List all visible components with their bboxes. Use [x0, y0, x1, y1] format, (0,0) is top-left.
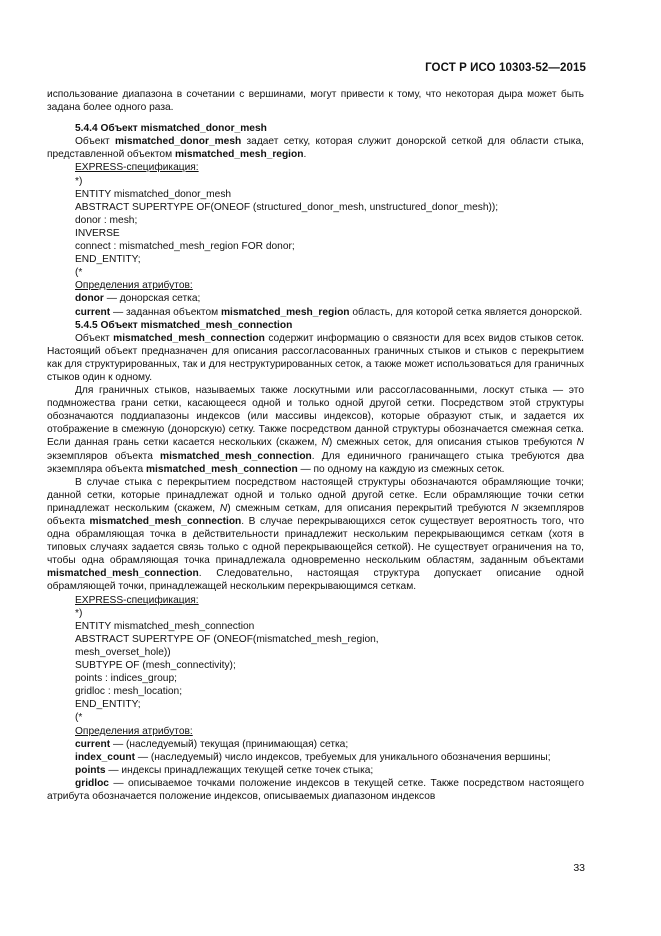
text-run: *): [75, 175, 83, 187]
paragraph: [47, 122, 584, 135]
paragraph: [47, 751, 584, 764]
text-run: EXPRESS-спецификация:: [75, 594, 199, 606]
text-run: donor : mesh;: [75, 214, 138, 226]
paragraph: [47, 711, 584, 724]
text-run: ENTITY mismatched_mesh_connection: [75, 620, 255, 632]
text-run: содержит информацию о связности для всех видов стыков сеток. Настоящий объект предназначен для описания рассогласованных граничных стыков и стыков с перекрытием как для структурированных, так и для неструктурированных сеток, а также может использоваться для граничных стыков один к одному.: [47, 332, 584, 383]
bold-term: points: [75, 764, 106, 776]
paragraph: [47, 201, 584, 214]
paragraph: [47, 725, 584, 738]
text-run: INVERSE: [75, 227, 120, 239]
text-run: Определения атрибутов:: [75, 280, 193, 292]
paragraph: [47, 659, 584, 672]
text-run: — индексы принадлежащих текущей сетке точек стыка;: [105, 764, 374, 776]
paragraph: [47, 384, 584, 476]
bold-term: current: [75, 738, 111, 750]
paragraph: [47, 306, 584, 319]
bold-term: mismatched_mesh_connection: [145, 463, 298, 475]
paragraph: [47, 476, 584, 594]
document-body: [47, 88, 584, 803]
paragraph: [47, 279, 584, 292]
text-run: ) смежным сеткам, для описания перекрытий требуются: [227, 502, 512, 514]
bold-term: current: [75, 306, 111, 318]
text-run: .: [303, 149, 307, 161]
page-number: 33: [573, 862, 585, 874]
paragraph: [47, 240, 584, 253]
bold-term: mismatched_mesh_region: [174, 149, 304, 161]
text-run: SUBTYPE OF (mesh_connectivity);: [75, 660, 236, 672]
paragraph: [47, 738, 584, 751]
text-run: экземпляров объекта: [47, 502, 584, 527]
paragraph: [47, 685, 584, 698]
text-run: (*: [75, 267, 83, 279]
text-run: ) смежных сеток, для описания стыков требуются: [328, 437, 577, 449]
text-run: (*: [75, 712, 83, 724]
paragraph: [47, 633, 584, 646]
text-run: gridloc : mesh_location;: [75, 686, 183, 698]
text-run: points : indices_group;: [75, 673, 177, 685]
paragraph: [47, 332, 584, 384]
paragraph: [47, 161, 584, 174]
text-run: использование диапазона в сочетании с вершинами, могут привести к тому, что некоторая дыра может быть задана более одного раза.: [47, 89, 584, 114]
paragraph: [47, 607, 584, 620]
text-run: — донорская сетка;: [103, 293, 201, 305]
text-run: Определения атрибутов:: [75, 725, 193, 737]
text-run: N: [219, 502, 228, 514]
document-header: ГОСТ Р ИСО 10303-52—2015: [425, 62, 586, 74]
text-run: — заданная объектом: [110, 306, 221, 318]
text-run: EXPRESS-спецификация:: [75, 162, 199, 174]
text-run: Объект: [75, 136, 115, 148]
text-run: экземпляров объекта: [47, 450, 161, 462]
paragraph: [47, 175, 584, 188]
text-run: — по одному на каждую из смежных сеток.: [297, 463, 505, 475]
text-run: mesh_overset_hole)): [75, 646, 171, 658]
paragraph: [47, 188, 584, 201]
paragraph: [47, 292, 584, 305]
text-run: . Для единичного граничащего стыка требуются два экземпляра объекта: [47, 450, 584, 475]
bold-term: mismatched_mesh_region: [221, 306, 350, 318]
text-run: END_ENTITY;: [75, 254, 141, 266]
paragraph: [47, 253, 584, 266]
bold-term: donor: [75, 293, 104, 305]
text-run: Для граничных стыков, называемых также лоскутными или рассогласованными, лоскут стыка — это подмножества грани сетки, касающееся одной и только одной другой сетки. Посредством этой структуры обозначаются поддиапазоны индексов (или массивы индексов), которые образуют стык, и задается их отображение в смежную (донорскую) сетку. Также посредством данной структуры обозначается смежная сетка. Если данная грань сетки касается нескольких (скажем,: [47, 385, 584, 449]
text-run: ABSTRACT SUPERTYPE OF(ONEOF (structured_donor_mesh, unstructured_donor_mesh));: [75, 201, 499, 213]
text-run: — описываемое точками положение индексов в текущей сетке. Также посредством настоящего атрибута обозначается положение индексов, описываемых диапазоном индексов: [47, 777, 584, 802]
text-run: N: [576, 437, 584, 449]
paragraph: [47, 266, 584, 279]
paragraph: [47, 620, 584, 633]
paragraph: [47, 214, 584, 227]
bold-term: mismatched_mesh_connection: [47, 568, 199, 580]
text-run: В случае стыка с перекрытием посредством настоящей структуры обозначаются обрамляющие точки; данной сетки, которые принадлежат одной и только одной другой сетке. Если обрамляющие точки сетки принадлежат нескольким (скажем,: [47, 476, 584, 514]
text-run: ABSTRACT SUPERTYPE OF (ONEOF(mismatched_mesh_region,: [75, 633, 379, 645]
text-run: connect : mismatched_mesh_region FOR donor;: [75, 241, 295, 253]
paragraph: [47, 777, 584, 803]
paragraph: [47, 88, 584, 114]
bold-term: index_count: [75, 751, 136, 763]
paragraph: [47, 227, 584, 240]
text-run: N: [321, 437, 329, 449]
text-run: END_ENTITY;: [75, 699, 141, 711]
text-run: Объект: [75, 332, 114, 344]
bold-term: mismatched_mesh_connection: [160, 450, 312, 462]
paragraph: [47, 672, 584, 685]
bold-term: 5.4.4 Объект mismatched_donor_mesh: [75, 123, 267, 135]
text-run: ENTITY mismatched_donor_mesh: [75, 188, 232, 200]
text-run: *): [75, 607, 83, 619]
text-run: задает сетку, которая служит донорской сеткой для области стыка, представленной объектом: [47, 136, 584, 161]
text-run: — (наследуемый) текущая (принимающая) сетка;: [110, 738, 349, 750]
paragraph: [47, 698, 584, 711]
paragraph: [47, 646, 584, 659]
bold-term: 5.4.5 Объект mismatched_mesh_connection: [75, 319, 293, 331]
bold-term: mismatched_mesh_connection: [89, 516, 242, 527]
bold-term: mismatched_donor_mesh: [114, 136, 242, 148]
text-run: область, для которой сетка является донорской.: [349, 306, 583, 318]
paragraph: [47, 135, 584, 161]
text-run: — (наследуемый) число индексов, требуемых для уникального обозначения вершины;: [135, 751, 551, 763]
text-run: N: [511, 502, 519, 514]
bold-term: mismatched_mesh_connection: [113, 332, 265, 344]
paragraph: [47, 594, 584, 607]
text-run: . Следовательно, настоящая структура допускает описание одной обрамляющей точки, принадлежащей нескольким перекрывающимся сеткам.: [47, 568, 584, 593]
paragraph: [47, 319, 584, 332]
paragraph: [47, 764, 584, 777]
text-run: . В случае перекрывающихся сеток существует вероятность того, что одна обрамляющая точка в действительности принадлежит нескольким перекрывающимся сеткам (хотя в типовых случаях задается связь только с одной перекрывающейся сеткой). Не существует ограничения на то, чтобы одна обрамляющая точка принадлежала одновременно нескольким областям, заданным объектами: [47, 516, 584, 567]
bold-term: gridloc: [75, 777, 109, 789]
